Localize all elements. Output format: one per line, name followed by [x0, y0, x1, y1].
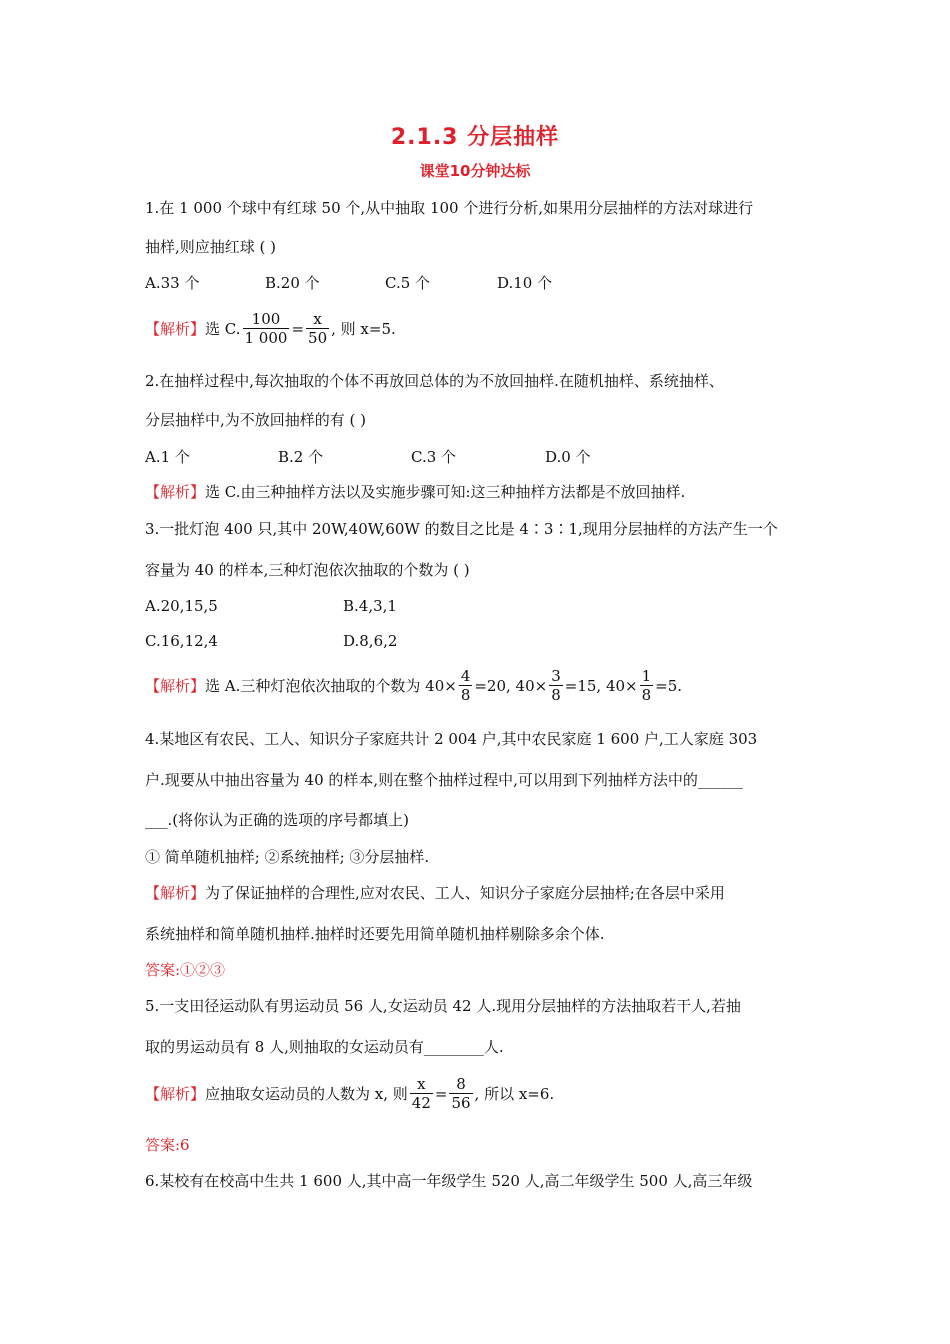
q4-line4: ① 简单随机抽样; ②系统抽样; ③分层抽样. [145, 848, 430, 866]
fraction-numerator: x [410, 1075, 433, 1094]
jiexi-tag: 【解析】 [145, 884, 206, 902]
jiexi-text: 选 C.由三种抽样方法以及实施步骤可知:这三种抽样方法都是不放回抽样. [205, 483, 686, 501]
q2-option-a: A.1 个 [145, 448, 190, 466]
q2-option-d: D.0 个 [545, 448, 591, 466]
page-title: 2.1.3 分层抽样 [390, 125, 560, 150]
fraction [640, 667, 654, 704]
q2-option-b: B.2 个 [278, 448, 324, 466]
equals-sign: = [434, 1084, 448, 1103]
q1-option-a: A.33 个 [145, 274, 200, 292]
fraction [449, 1075, 472, 1112]
jiexi-tag: 【解析】 [145, 483, 206, 501]
jiexi-tag: 【解析】 [145, 1084, 206, 1103]
q1-option-c: C.5 个 [385, 274, 431, 292]
q1-jiexi [145, 310, 396, 347]
q4-answer: 答案:①②③ [145, 961, 226, 979]
fraction [459, 667, 473, 704]
q2-option-c: C.3 个 [411, 448, 457, 466]
q5-line1: 5.一支田径运动队有男运动员 56 人,女运动员 42 人.现用分层抽样的方法抽取若干人,若抽 [145, 997, 741, 1015]
jiexi-text: , 则 x=5. [331, 319, 396, 338]
q2-jiexi [145, 482, 685, 502]
fraction [243, 310, 290, 347]
fraction-denominator: 1 000 [244, 329, 288, 347]
fraction-numerator: 8 [449, 1075, 472, 1094]
q1-line1: 1.在 1 000 个球中有红球 50 个,从中抽取 100 个进行分析,如果用分层抽样的方法对球进行 [145, 199, 754, 217]
fraction-numerator: x [306, 310, 329, 329]
jiexi-text: , 所以 x=6. [474, 1084, 555, 1103]
q4-line3: ___.(将你认为正确的选项的序号都填上) [145, 811, 409, 829]
jiexi-tag: 【解析】 [145, 319, 206, 338]
q5-answer: 答案:6 [145, 1136, 190, 1154]
q3-jiexi [145, 667, 682, 704]
q3-line2: 容量为 40 的样本,三种灯泡依次抽取的个数为 ( ) [145, 561, 470, 579]
fraction-numerator: 100 [243, 310, 290, 329]
q5-jiexi [145, 1075, 554, 1112]
q5-line2: 取的男运动员有 8 人,则抽取的女运动员有________人. [145, 1038, 504, 1056]
fraction-numerator: 1 [641, 667, 652, 685]
fraction [410, 1075, 433, 1112]
fraction-denominator: 50 [308, 329, 328, 347]
fraction-denominator: 8 [551, 686, 561, 704]
jiexi-text: =5. [655, 676, 683, 695]
q3-line1: 3.一批灯泡 400 只,其中 20W,40W,60W 的数目之比是 4∶3∶1,现用分层抽样的方法产生一个 [145, 520, 778, 538]
q4-line1: 4.某地区有农民、工人、知识分子家庭共计 2 004 户,其中农民家庭 1 600 户,工人家庭 303 [145, 730, 758, 748]
q3-option-a: A.20,15,5 [145, 597, 218, 615]
jiexi-tag: 【解析】 [145, 676, 206, 695]
jiexi-text: 为了保证抽样的合理性,应对农民、工人、知识分子家庭分层抽样;在各层中采用 [205, 884, 725, 902]
fraction-denominator: 8 [641, 686, 652, 704]
jiexi-text: =20, 40× [474, 676, 548, 695]
fraction-denominator: 56 [451, 1094, 471, 1112]
q1-option-b: B.20 个 [265, 274, 320, 292]
fraction-denominator: 8 [460, 686, 471, 704]
q2-line1: 2.在抽样过程中,每次抽取的个体不再放回总体的为不放回抽样.在随机抽样、系统抽样、 [145, 372, 724, 390]
equals-sign: = [291, 319, 305, 338]
fraction [549, 667, 563, 704]
jiexi-text: 应抽取女运动员的人数为 x, 则 [205, 1084, 408, 1103]
q4-line2: 户.现要从中抽出容量为 40 的样本,则在整个抽样过程中,可以用到下列抽样方法中的______ [145, 771, 743, 789]
jiexi-text: 选 C. [205, 319, 241, 338]
q4-jiexi [145, 883, 725, 903]
fraction [306, 310, 329, 347]
q4-jiexi-line2: 系统抽样和简单随机抽样.抽样时还要先用简单随机抽样剔除多余个体. [145, 925, 605, 943]
fraction-numerator: 3 [551, 667, 561, 685]
page-subtitle: 课堂10分钟达标 [419, 162, 531, 180]
q3-option-d: D.8,6,2 [343, 632, 398, 650]
q1-line2: 抽样,则应抽红球 ( ) [145, 238, 277, 256]
fraction-numerator: 4 [460, 667, 471, 685]
fraction-denominator: 42 [411, 1094, 431, 1112]
q2-line2: 分层抽样中,为不放回抽样的有 ( ) [145, 411, 367, 429]
jiexi-text: 选 A.三种灯泡依次抽取的个数为 40× [205, 676, 457, 695]
q3-option-b: B.4,3,1 [343, 597, 397, 615]
jiexi-text: =15, 40× [564, 676, 638, 695]
q3-option-c: C.16,12,4 [145, 632, 218, 650]
q1-option-d: D.10 个 [497, 274, 553, 292]
q6-line1: 6.某校有在校高中生共 1 600 人,其中高一年级学生 520 人,高二年级学生 500 人,高三年级 [145, 1172, 753, 1190]
